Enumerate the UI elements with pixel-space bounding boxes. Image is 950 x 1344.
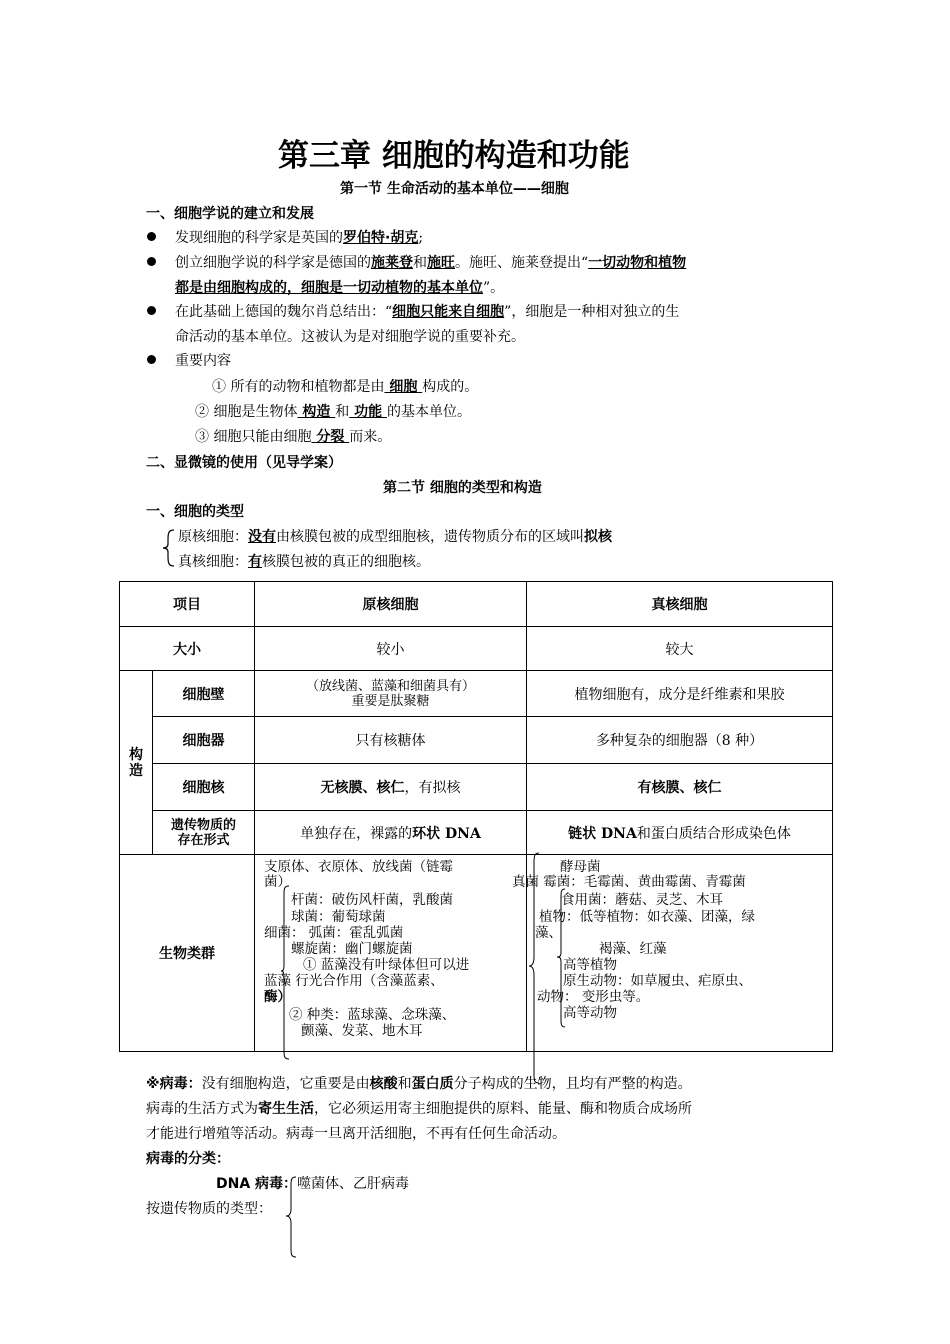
groups-eu-line: 高等植物 [563,957,617,973]
cell-nucleus-pro: 无核膜、核仁，有拟核 [255,764,527,811]
cell-groups-pro [255,855,527,1052]
cell-genetic-pro: 单独存在，裸露的环状 DNA [255,811,527,855]
cell-size-pro: 较小 [255,627,527,671]
groups-eu-line: 动物： 变形虫等。 [537,989,650,1005]
bullet-icon [147,355,156,364]
groups-pro-line: 支原体、衣原体、放线菌（链霉 [264,859,453,875]
cell-size-eu: 较大 [527,627,833,671]
row-label-structure: 构造 [120,671,153,855]
table-row [120,764,833,811]
brace-icon [284,1176,298,1258]
groups-pro-line: 细菌： 弧菌：霍乱弧菌 [264,925,404,941]
groups-eu-line: 原生动物：如草履虫、疟原虫、 [563,973,752,989]
bullet-key-content: 重要内容 [175,353,231,369]
cell-comparison-table [119,581,833,1052]
virus-line-1: ※病毒：没有细胞构造，它重要是由核酸和蛋白质分子构成的生物，且均有严整的构造。 [146,1076,692,1092]
cell-wall-pro: （放线菌、蓝藻和细菌具有） 重要是肽聚糖 [255,671,527,717]
cell-organelle-pro: 只有核糖体 [255,717,527,764]
groups-eu-line: 食用菌：蘑菇、灵芝、木耳 [561,892,723,908]
dna-virus: DNA 病毒：噬菌体、乙肝病毒 [216,1176,410,1192]
table-row [120,671,833,717]
prokaryote-definition: 原核细胞：没有由核膜包被的成型细胞核，遗传物质分布的区域叫拟核 [178,529,612,545]
virus-line-3: 才能进行增殖等活动。病毒一旦离开活细胞，不再有任何生命活动。 [146,1126,566,1142]
groups-pro-line: 颤藻、发菜、地木耳 [301,1023,423,1039]
groups-eu-line: 酵母菌 [560,859,601,875]
row-label-size: 大小 [120,627,255,671]
table-header-eukaryote: 真核细胞 [527,582,833,627]
table-row [120,811,833,855]
groups-pro-line: 酶） [264,989,291,1005]
row-label-wall: 细胞壁 [153,671,255,717]
cell-nucleus-eu: 有核膜、核仁 [527,764,833,811]
heading-cell-types: 一、细胞的类型 [146,504,244,520]
cell-organelle-eu: 多种复杂的细胞器（8 种） [527,717,833,764]
table-row [120,855,833,1052]
bullet-virchow: 在此基础上德国的魏尔肖总结出：“细胞只能来自细胞”，细胞是一种相对独立的生 [175,304,680,320]
table-row [120,582,833,627]
groups-pro-line: 蓝藻 行光合作用（含藻蓝素、 [264,973,444,989]
heading-cell-theory: 一、细胞学说的建立和发展 [146,206,314,222]
brace-icon [280,885,290,1060]
groups-eu-line: 植物：低等植物：如衣藻、团藻，绿 [539,909,755,925]
cell-groups-eu [512,855,833,1052]
bullet-virchow-line2: 命活动的基本单位。这被认为是对细胞学说的重要补充。 [175,329,525,345]
brace-icon [160,528,176,568]
groups-pro-line: 杆菌：破伤风杆菌，乳酸菌 [291,892,453,908]
virus-classification-heading: 病毒的分类： [146,1151,230,1167]
point-2: ② 细胞是生物体 构造 和 功能 的基本单位。 [195,404,471,420]
bullet-schleiden-line2: 都是由细胞构成的，细胞是一切动植物的基本单位”。 [175,280,505,296]
groups-eu-line: 真菌 霉菌：毛霉菌、黄曲霉菌、青霉菌 [512,874,746,890]
by-genetic-type: 按遗传物质的类型： [146,1201,272,1217]
groups-pro-line: 菌） [264,874,291,890]
groups-pro-line: 螺旋菌：幽门螺旋菌 [291,941,413,957]
page-title: 第三章 细胞的构造和功能 [278,138,630,174]
point-3: ③ 细胞只能由细胞 分裂 而来。 [195,429,392,445]
bullet-icon [147,232,156,241]
table-row [120,717,833,764]
section-1-heading: 第一节 生命活动的基本单位——细胞 [340,181,569,197]
bullet-icon [147,257,156,266]
virus-line-2: 病毒的生活方式为寄生生活，它必须运用寄主细胞提供的原料、能量、酶和物质合成场所 [146,1101,692,1117]
brace-icon [556,888,566,1028]
groups-eu-line: 褐藻、红藻 [599,941,667,957]
row-label-genetic: 遗传物质的 存在形式 [153,811,255,855]
table-row [120,627,833,671]
heading-microscope: 二、显微镜的使用（见导学案） [146,455,342,471]
row-label-nucleus: 细胞核 [153,764,255,811]
bullet-icon [147,306,156,315]
row-label-groups: 生物类群 [120,855,255,1052]
groups-eu-line: 高等动物 [563,1005,617,1021]
cell-wall-eu: 植物细胞有，成分是纤维素和果胶 [527,671,833,717]
point-1: ① 所有的动物和植物都是由 细胞 构成的。 [212,379,479,395]
cell-genetic-eu: 链状 DNA和蛋白质结合形成染色体 [527,811,833,855]
section-2-heading: 第二节 细胞的类型和构造 [383,480,542,496]
table-header-item: 项目 [120,582,255,627]
groups-pro-line: 球菌：葡萄球菌 [291,909,386,925]
table-header-prokaryote: 原核细胞 [255,582,527,627]
bullet-hooke: 发现细胞的科学家是英国的罗伯特·胡克; [175,230,424,246]
groups-pro-line: ① 蓝藻没有叶绿体但可以进 [303,957,470,973]
bullet-schleiden: 创立细胞学说的科学家是德国的施莱登和施旺。施旺、施莱登提出“一切动物和植物 [175,255,687,271]
row-label-organelle: 细胞器 [153,717,255,764]
groups-eu-line: 藻、 [535,925,562,941]
groups-pro-line: ② 种类：蓝球藻、念珠藻、 [289,1007,456,1023]
eukaryote-definition: 真核细胞：有核膜包被的真正的细胞核。 [178,554,430,570]
brace-icon [527,852,541,1084]
